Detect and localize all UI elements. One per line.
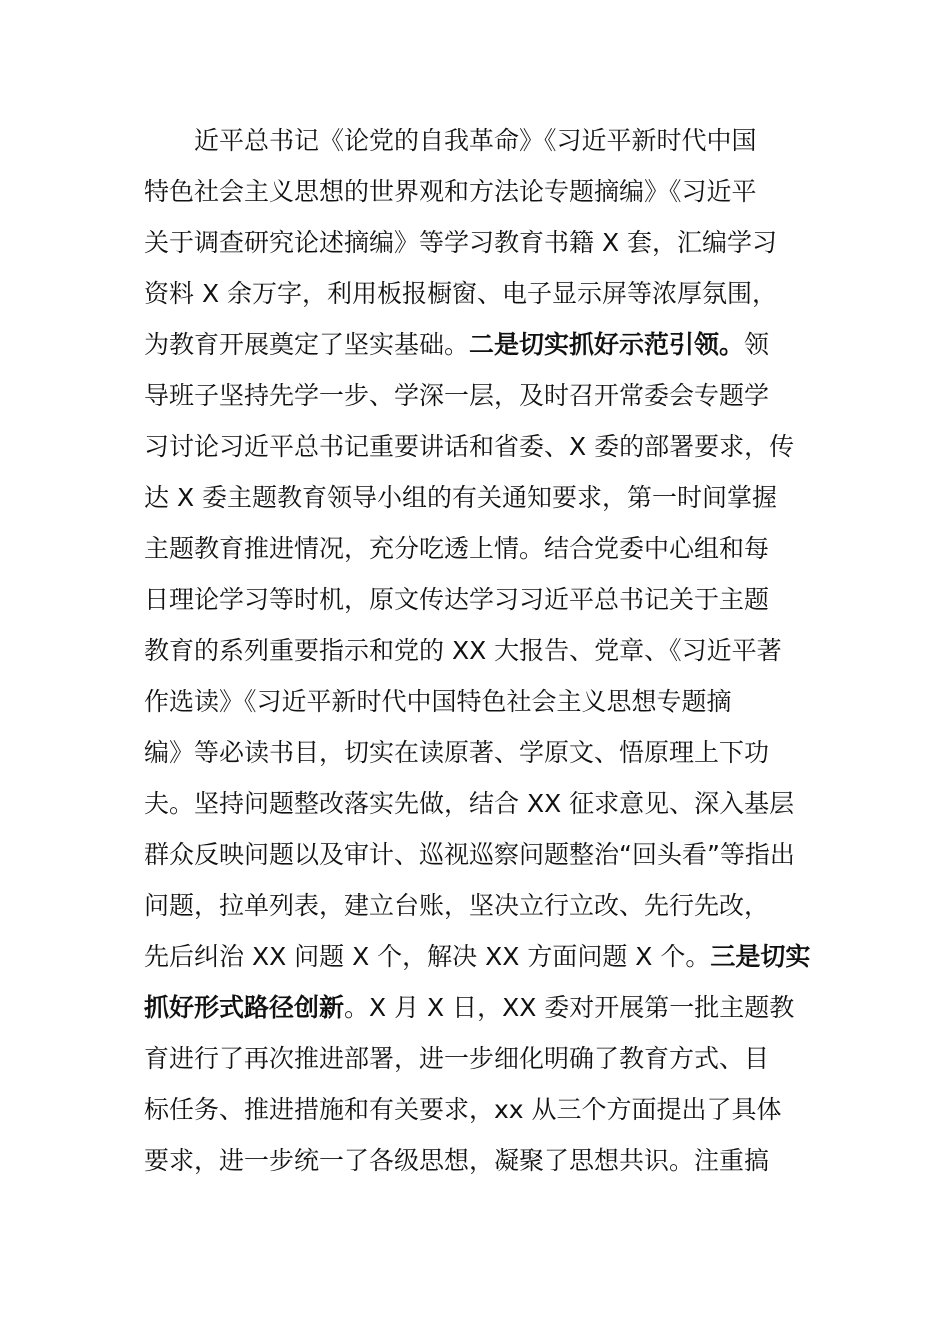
text-run: 主题教育推进情况，充分吃透上情。结合党委中心组和每 xyxy=(144,534,770,563)
text-run: 习讨论习近平总书记重要讲话和省委、X 委的部署要求，传 xyxy=(144,432,795,461)
text-run: 编》等必读书目，切实在读原著、学原文、悟原理上下功 xyxy=(144,738,770,767)
text-line xyxy=(144,269,777,319)
text-line xyxy=(144,218,777,268)
text-line xyxy=(144,779,794,829)
text-line xyxy=(144,626,782,676)
text-run: 育进行了再次推进部署，进一步细化明确了教育方式、目 xyxy=(144,1044,770,1073)
text-line xyxy=(144,983,794,1033)
bold-heading-run: 二是切实抓好示范引领。 xyxy=(469,330,745,359)
text-run: 资料 X 余万字，利用板报橱窗、电子显示屏等浓厚氛围， xyxy=(144,279,778,308)
text-line xyxy=(144,371,769,421)
text-line xyxy=(144,422,794,472)
text-line xyxy=(144,167,757,217)
text-line xyxy=(144,524,769,574)
text-run: 达 X 委主题教育领导小组的有关通知要求，第一时间掌握 xyxy=(144,483,778,512)
text-run: 夫。坚持问题整改落实先做，结合 XX 征求意见、深入基层 xyxy=(144,789,795,818)
text-run: 为教育开展奠定了坚实基础。 xyxy=(144,330,470,359)
text-run: 近平总书记《论党的自我革命》《习近平新时代中国 xyxy=(194,126,757,155)
text-line xyxy=(144,575,769,625)
text-line xyxy=(144,881,769,931)
text-run: 导班子坚持先学一步、学深一层，及时召开常委会专题学 xyxy=(144,381,770,410)
text-run: 特色社会主义思想的世界观和方法论专题摘编》《习近平 xyxy=(144,177,757,206)
text-line xyxy=(144,728,769,778)
text-line xyxy=(194,116,757,166)
text-line xyxy=(144,1085,782,1135)
text-line xyxy=(144,320,769,370)
bold-heading-run: 抓好形式路径创新 xyxy=(144,993,345,1022)
text-line xyxy=(144,1034,769,1084)
text-line xyxy=(144,932,810,982)
text-run: 要求，进一步统一了各级思想，凝聚了思想共识。注重搞 xyxy=(144,1146,770,1175)
text-line xyxy=(144,1136,769,1186)
text-run: 标任务、推进措施和有关要求，xx 从三个方面提出了具体 xyxy=(144,1095,782,1124)
text-run: 关于调查研究论述摘编》等学习教育书籍 X 套，汇编学习 xyxy=(144,228,778,257)
text-run: 教育的系列重要指示和党的 XX 大报告、党章、《习近平著 xyxy=(144,636,782,665)
text-run: 日理论学习等时机，原文传达学习习近平总书记关于主题 xyxy=(144,585,770,614)
text-run: 领 xyxy=(744,330,770,359)
text-run: 先后纠治 XX 问题 X 个，解决 XX 方面问题 X 个。 xyxy=(144,942,711,971)
text-run: 问题，拉单列表，建立台账，坚决立行立改、先行先改， xyxy=(144,891,770,920)
text-run: 。X 月 X 日，XX 委对开展第一批主题教 xyxy=(344,993,795,1022)
text-line xyxy=(144,473,777,523)
text-line xyxy=(144,830,795,880)
text-run: 群众反映问题以及审计、巡视巡察问题整治“回头看”等指出 xyxy=(144,840,795,869)
text-line xyxy=(144,677,732,727)
bold-heading-run: 三是切实 xyxy=(710,942,811,971)
text-run: 作选读》《习近平新时代中国特色社会主义思想专题摘 xyxy=(144,687,732,716)
